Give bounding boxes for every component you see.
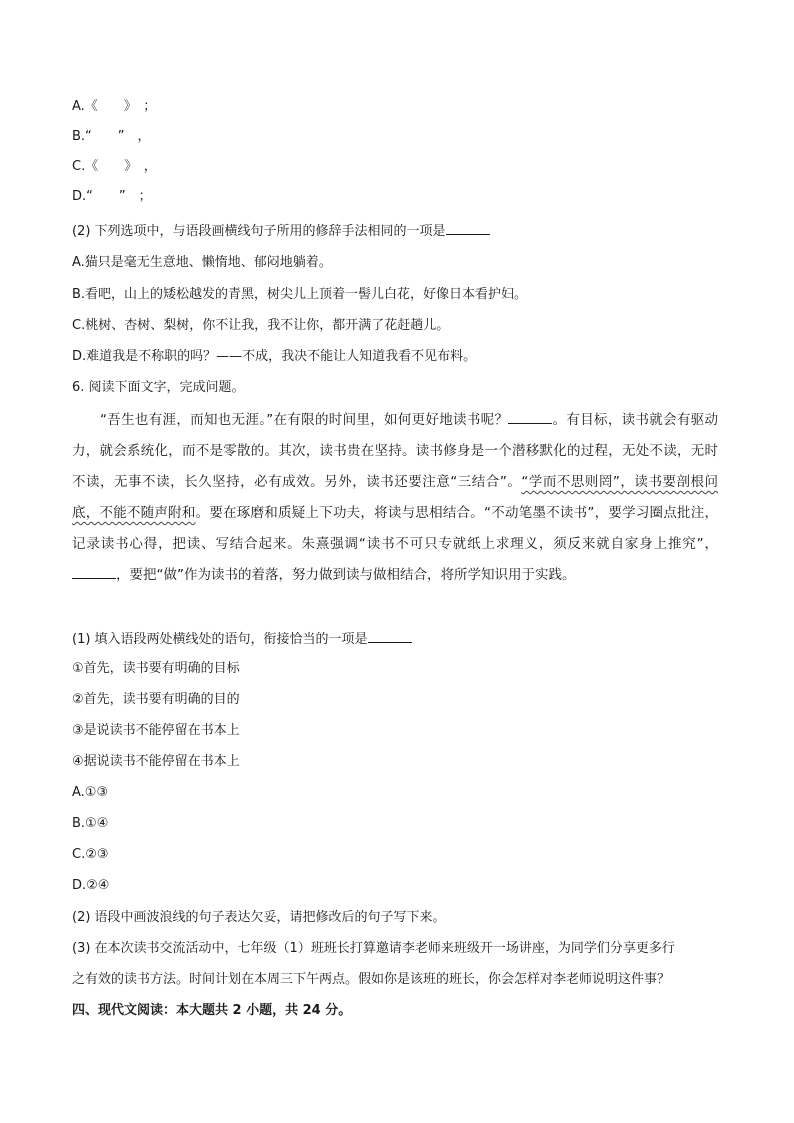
q6-1-item-1: ①首先，读书要有明确的目标 [72,661,240,676]
q5-2-option-a: A.猫只是毫无生意地、懒惰地、郁闷地躺着。 [72,255,332,270]
q6-1-option-a: A.①③ [72,785,109,800]
q6-1-option-d: D.②④ [72,878,110,893]
q6-1-item-4: ④据说读书不能停留在书本上 [72,754,240,769]
passage-wavy-sentence: “学而不思则罔”，读书要剖根问底，不能不随声附和 [72,474,718,521]
q5-2-stem [72,220,722,242]
passage-part3: 。要在琢磨和质疑上下功夫，将读与思相结合。“不动笔墨不读书”，要学习圈点批注，记录读书心得，把读、写结合起来。朱熹强调“读书不可只专就纸上求理义，须反来就自家身上推究”， [72,505,718,552]
passage-blank-1[interactable] [508,409,552,424]
q6-1-stem [72,628,722,650]
q6-3-stem-line2: 之有效的读书方法。时间计划在本周三下午两点。假如你是该班的班长，你会怎样对李老师说明这件事？ [72,972,671,987]
q5-2-option-b: B.看吧，山上的矮松越发的青黑，树尖儿上顶着一髻儿白花，好像日本看护妇。 [72,287,528,302]
q6-3-stem-line1: (3) 在本次读书交流活动中，七年级（1）班班长打算邀请李老师来班级开一场讲座，为同学们分享更多行 [72,941,675,956]
q6-title: 6. 阅读下面文字，完成问题。 [72,380,245,395]
passage-part1: “吾生也有涯，而知也无涯。”在有限的时间里，如何更好地读书呢？ [100,412,509,428]
passage-part2: 。有目标，读书就会有驱动力，就会系统化，而不是零散的。其次，读书贵在坚持。读书修身是一个潜移默化的过程，无处不读，无时不读，无事不读，长久坚持，必有成效。另外，读书还要注意“三结合”。 [72,412,718,490]
section-4-heading: 四、现代文阅读：本大题共 2 小题，共 24 分。 [72,1003,352,1018]
answer-blank[interactable] [368,628,412,643]
q5-2-option-c: C.桃树、杏树、梨树，你不让我，我不让你，都开满了花赶趟儿。 [72,318,450,333]
q5-2-stem-text: (2) 下列选项中，与语段画横线句子所用的修辞手法相同的一项是 [72,224,446,239]
q6-2-stem: (2) 语段中画波浪线的句子表达欠妥，请把修改后的句子写下来。 [72,910,446,925]
answer-blank[interactable] [446,220,490,235]
q6-passage [72,405,718,591]
q6-1-option-b: B.①④ [72,816,109,831]
passage-part4: ，要把“做”作为读书的着落，努力做到读与做相结合，将所学知识用于实践。 [116,567,576,583]
q6-1-item-2: ②首先，读书要有明确的目的 [72,692,240,707]
q5-1-option-a: A.《 》 ； [72,99,157,114]
q6-1-option-c: C.②③ [72,847,109,862]
q5-1-option-d: D.“ ” ； [72,189,152,204]
q5-2-option-d: D.难道我是不称职的吗？——不成，我决不能让人知道我看不见布料。 [72,349,477,364]
passage-blank-2[interactable] [72,564,116,579]
q5-1-option-c: C.《 》 ， [72,159,157,174]
q5-1-option-b: B.“ ” ， [72,129,151,144]
q6-1-stem-text: (1) 填入语段两处横线处的语句，衔接恰当的一项是 [72,632,368,647]
q6-1-item-3: ③是说读书不能停留在书本上 [72,723,240,738]
